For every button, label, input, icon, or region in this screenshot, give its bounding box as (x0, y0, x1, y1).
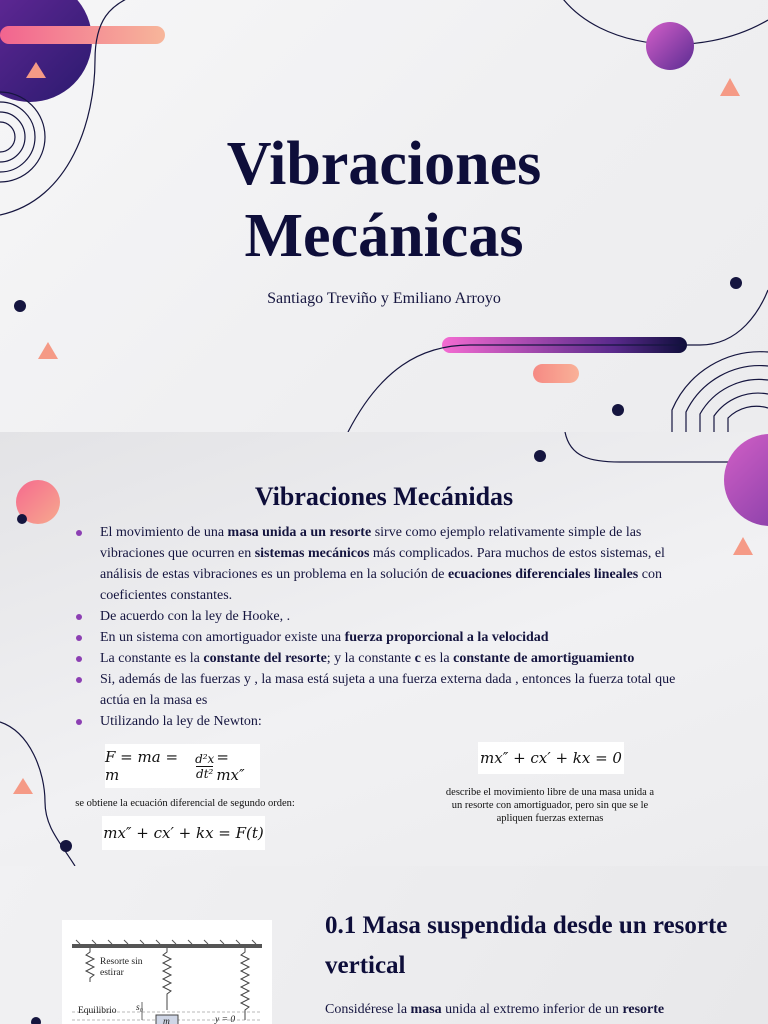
text-run: ; y la constante (326, 651, 415, 666)
eq-newton-right: = mx″ (216, 748, 245, 784)
bullet-item (100, 711, 700, 732)
decor-right-circle (724, 434, 768, 526)
decor-salmon-pill (533, 364, 579, 383)
bold-text: constante de amortiguamiento (453, 651, 635, 666)
text-run: Utilizando la ley de Newton: (100, 714, 262, 729)
bullet-item (100, 627, 700, 648)
title-slide (0, 0, 768, 432)
eq-newton-left: F = ma = m (105, 748, 179, 784)
eq-numerator: d²x (195, 751, 215, 766)
bullet-item (100, 522, 700, 606)
bold-text: masa (410, 1002, 442, 1017)
text-run: más complicados. Para muchos de estos sistemas, el análisis de estas vibraciones es un problema en la solución de (100, 546, 665, 582)
bold-text: fuerza proporcional a la velocidad (344, 630, 549, 645)
note-free-motion: describe el movimiento libre de una masa unida a un resorte con amortiguador, pero sin que se le apliquen fuerzas externas (445, 787, 655, 824)
equation-forced: mx″ + cx′ + kx = F(t) (102, 816, 265, 850)
equation-newton (105, 744, 260, 788)
label-s0: s₀ (136, 1003, 143, 1013)
bullet-list (100, 522, 700, 732)
authors: Santiago Treviño y Emiliano Arroyo (267, 290, 501, 307)
text-run: sirve como ejemplo relativamente simple de las vibraciones que ocurren en (100, 525, 642, 561)
text-run: unida al extremo inferior de un (441, 1002, 623, 1017)
bold-text: sistemas mecánicos (254, 546, 370, 561)
bold-text: resorte (622, 1002, 665, 1017)
bold-text: c (414, 651, 421, 666)
text-run: En un sistema con amortiguador existe una (100, 630, 345, 645)
decor-small-circle (646, 22, 694, 70)
decor-peach-bar (0, 26, 165, 44)
slide2-title: Vibraciones Mecánidas (254, 482, 514, 511)
text-run: El movimiento de una (100, 525, 228, 540)
text-run: es la (420, 651, 454, 666)
text-run: con coeficientes constantes. (100, 567, 662, 603)
equation-free: mx″ + cx′ + kx = 0 (478, 742, 624, 774)
label-y0: y = 0 (215, 1015, 236, 1024)
bold-text: masa unida a un resorte (227, 525, 372, 540)
text-run: De acuerdo con la ley de Hooke, . (100, 609, 291, 624)
decor-purple-circle (0, 0, 92, 102)
text-run: La constante es la (100, 651, 204, 666)
content-slide (0, 432, 768, 866)
section-slide (0, 866, 768, 1024)
text-run: Considérese la (325, 1002, 411, 1017)
title-line-2: Mecánicas (244, 202, 524, 270)
title-line-1: Vibraciones (226, 130, 542, 198)
bullet-item (100, 669, 700, 711)
label-mass: m (163, 1017, 170, 1024)
text-run: Si, además de las fuerzas y , la masa está sujeta a una fuerza externa dada , entonces la fuerza total que actúa en la masa es (100, 672, 676, 708)
slide1-title (0, 128, 768, 272)
decor-arches (672, 352, 768, 432)
slide3-title: 0.1 Masa suspendida desde un resorte vertical (325, 912, 728, 979)
eq-fraction (195, 752, 214, 781)
bullet-item (100, 648, 700, 669)
label-unstretched: Resorte sin estirar (100, 957, 143, 978)
eq-denominator: dt² (196, 766, 214, 781)
note-second-order: se obtiene la ecuación diferencial de segundo orden: (75, 798, 295, 809)
bold-text: constante del resorte (203, 651, 327, 666)
bold-text: ecuaciones diferenciales lineales (447, 567, 639, 582)
label-equilibrium: Equilibrio (78, 1006, 117, 1016)
bullet-item (100, 606, 700, 627)
slide3-paragraph (325, 1002, 745, 1018)
